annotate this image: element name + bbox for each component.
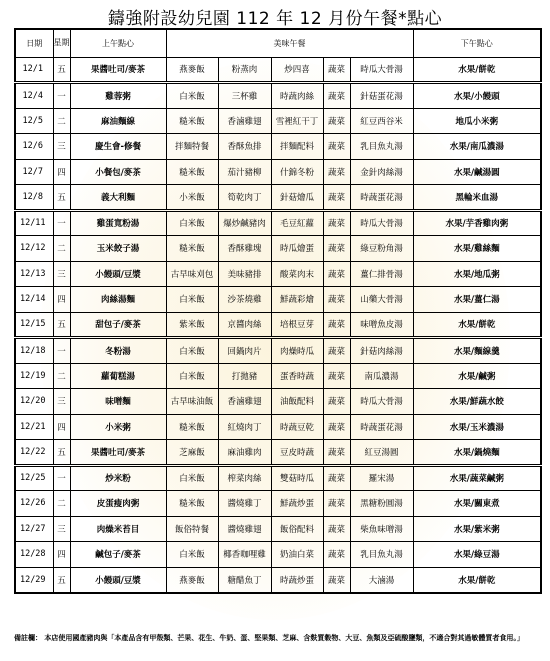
lunch-vegetable-cell: 蔬菜 — [323, 491, 350, 517]
pm-snack-cell: 水果/鍋燒麵 — [413, 440, 541, 466]
header-weekday: 星期 — [53, 29, 70, 57]
date-cell: 12/1 — [15, 57, 53, 83]
menu-row — [15, 236, 541, 262]
menu-row — [15, 287, 541, 313]
lunch-vegetable-cell: 蔬菜 — [323, 567, 350, 593]
lunch-side-dish-cell: 雪裡紅干丁 — [271, 108, 323, 134]
weekday-cell: 五 — [53, 312, 70, 338]
menu-row — [15, 567, 541, 593]
lunch-vegetable-cell: 蔬菜 — [323, 363, 350, 389]
lunch-staple-cell: 白米飯 — [166, 210, 218, 236]
date-cell: 12/26 — [15, 491, 53, 517]
date-cell: 12/27 — [15, 516, 53, 542]
weekday-cell: 一 — [53, 210, 70, 236]
lunch-vegetable-cell: 蔬菜 — [323, 210, 350, 236]
lunch-soup-cell: 山藥大骨湯 — [350, 287, 413, 313]
menu-row — [15, 57, 541, 83]
lunch-soup-cell: 南瓜濃湯 — [350, 363, 413, 389]
lunch-soup-cell: 時瓜大骨湯 — [350, 57, 413, 83]
menu-row — [15, 363, 541, 389]
lunch-side-dish-cell: 飯俗配料 — [271, 516, 323, 542]
lunch-staple-cell: 糙米飯 — [166, 159, 218, 185]
date-cell: 12/5 — [15, 108, 53, 134]
date-cell: 12/4 — [15, 83, 53, 109]
lunch-main-dish-cell: 回鍋肉片 — [218, 338, 271, 364]
date-cell: 12/21 — [15, 414, 53, 440]
lunch-staple-cell: 白米飯 — [166, 363, 218, 389]
weekday-cell: 三 — [53, 261, 70, 287]
lunch-soup-cell: 大滷湯 — [350, 567, 413, 593]
lunch-side-dish-cell: 鮮蔬炒蛋 — [271, 491, 323, 517]
weekday-cell: 五 — [53, 57, 70, 83]
menu-row — [15, 83, 541, 109]
menu-row — [15, 108, 541, 134]
lunch-side-dish-cell: 豆皮時蔬 — [271, 440, 323, 466]
pm-snack-cell: 水果/雞絲麵 — [413, 236, 541, 262]
pm-snack-cell: 水果/餅乾 — [413, 57, 541, 83]
menu-row — [15, 134, 541, 160]
menu-row — [15, 465, 541, 491]
am-snack-cell: 義大利麵 — [70, 185, 166, 211]
lunch-staple-cell: 燕麥飯 — [166, 567, 218, 593]
lunch-staple-cell: 白米飯 — [166, 465, 218, 491]
lunch-side-dish-cell: 時瓜燴蛋 — [271, 236, 323, 262]
lunch-staple-cell: 糙米飯 — [166, 236, 218, 262]
lunch-staple-cell: 飯俗特餐 — [166, 516, 218, 542]
am-snack-cell: 炒米粉 — [70, 465, 166, 491]
date-cell: 12/25 — [15, 465, 53, 491]
lunch-vegetable-cell: 蔬菜 — [323, 389, 350, 415]
lunch-side-dish-cell: 時蔬肉絲 — [271, 83, 323, 109]
lunch-staple-cell: 糙米飯 — [166, 491, 218, 517]
weekday-cell: 一 — [53, 338, 70, 364]
am-snack-cell: 小饅頭/豆漿 — [70, 261, 166, 287]
lunch-vegetable-cell: 蔬菜 — [323, 287, 350, 313]
date-cell: 12/11 — [15, 210, 53, 236]
weekday-cell: 五 — [53, 440, 70, 466]
date-cell: 12/18 — [15, 338, 53, 364]
lunch-main-dish-cell: 香酥魚排 — [218, 134, 271, 160]
lunch-side-dish-cell: 雙菇時瓜 — [271, 465, 323, 491]
am-snack-cell: 皮蛋瘦肉粥 — [70, 491, 166, 517]
lunch-main-dish-cell: 糖醋魚丁 — [218, 567, 271, 593]
lunch-soup-cell: 紅豆湯圓 — [350, 440, 413, 466]
lunch-staple-cell: 糙米飯 — [166, 414, 218, 440]
lunch-staple-cell: 紫米飯 — [166, 312, 218, 338]
footnote: 備註欄： 本店使用國產豬肉與「本產品含有甲殼類、芒果、花生、牛奶、蛋、堅果類、芝麻、含麩質穀物、大豆、魚類及亞硫酸鹽類，不適合對其過敏體質者食用。」 — [14, 634, 524, 642]
lunch-side-dish-cell: 毛豆紅蘿 — [271, 210, 323, 236]
lunch-vegetable-cell: 蔬菜 — [323, 312, 350, 338]
pm-snack-cell: 地瓜小米粥 — [413, 108, 541, 134]
menu-row — [15, 516, 541, 542]
weekday-cell: 四 — [53, 414, 70, 440]
weekday-cell: 二 — [53, 363, 70, 389]
weekday-cell: 三 — [53, 516, 70, 542]
date-cell: 12/20 — [15, 389, 53, 415]
lunch-side-dish-cell: 酸菜肉末 — [271, 261, 323, 287]
am-snack-cell: 甜包子/麥茶 — [70, 312, 166, 338]
am-snack-cell: 麻油麵線 — [70, 108, 166, 134]
lunch-side-dish-cell: 蛋香時蔬 — [271, 363, 323, 389]
lunch-main-dish-cell: 麻油雞肉 — [218, 440, 271, 466]
lunch-main-dish-cell: 椰香咖哩雞 — [218, 542, 271, 568]
lunch-main-dish-cell: 京醬肉絲 — [218, 312, 271, 338]
lunch-staple-cell: 拌麵特餐 — [166, 134, 218, 160]
menu-row — [15, 159, 541, 185]
date-cell: 12/12 — [15, 236, 53, 262]
lunch-side-dish-cell: 時蔬豆乾 — [271, 414, 323, 440]
pm-snack-cell: 水果/鮮蔬水餃 — [413, 389, 541, 415]
weekday-cell: 二 — [53, 108, 70, 134]
am-snack-cell: 雞蛋寬粉湯 — [70, 210, 166, 236]
weekday-cell: 三 — [53, 134, 70, 160]
date-cell: 12/13 — [15, 261, 53, 287]
weekday-cell: 五 — [53, 185, 70, 211]
pm-snack-cell: 水果/鹹湯圓 — [413, 159, 541, 185]
lunch-vegetable-cell: 蔬菜 — [323, 261, 350, 287]
lunch-vegetable-cell: 蔬菜 — [323, 440, 350, 466]
lunch-soup-cell: 時瓜大骨湯 — [350, 210, 413, 236]
lunch-staple-cell: 燕麥飯 — [166, 57, 218, 83]
lunch-staple-cell: 糙米飯 — [166, 108, 218, 134]
lunch-main-dish-cell: 打拋豬 — [218, 363, 271, 389]
weekday-cell: 五 — [53, 567, 70, 593]
lunch-side-dish-cell: 拌麵配料 — [271, 134, 323, 160]
lunch-staple-cell: 白米飯 — [166, 542, 218, 568]
pm-snack-cell: 水果/芋香雞肉粥 — [413, 210, 541, 236]
lunch-side-dish-cell: 培根豆芽 — [271, 312, 323, 338]
lunch-soup-cell: 薑仁排骨湯 — [350, 261, 413, 287]
lunch-soup-cell: 柴魚味噌湯 — [350, 516, 413, 542]
lunch-main-dish-cell: 筍乾肉丁 — [218, 185, 271, 211]
lunch-vegetable-cell: 蔬菜 — [323, 57, 350, 83]
date-cell: 12/15 — [15, 312, 53, 338]
lunch-soup-cell: 針菇蛋花湯 — [350, 83, 413, 109]
pm-snack-cell: 水果/蔬菜鹹粥 — [413, 465, 541, 491]
lunch-vegetable-cell: 蔬菜 — [323, 185, 350, 211]
lunch-soup-cell: 針菇肉絲湯 — [350, 338, 413, 364]
menu-row — [15, 312, 541, 338]
header-row — [15, 29, 541, 57]
lunch-vegetable-cell: 蔬菜 — [323, 414, 350, 440]
lunch-side-dish-cell: 肉燥時瓜 — [271, 338, 323, 364]
weekday-cell: 四 — [53, 287, 70, 313]
pm-snack-cell: 水果/地瓜粥 — [413, 261, 541, 287]
am-snack-cell: 雞蓉粥 — [70, 83, 166, 109]
pm-snack-cell: 水果/麵線羹 — [413, 338, 541, 364]
lunch-soup-cell: 乳目魚丸湯 — [350, 134, 413, 160]
pm-snack-cell: 水果/南瓜濃湯 — [413, 134, 541, 160]
lunch-soup-cell: 乳目魚丸湯 — [350, 542, 413, 568]
pm-snack-cell: 黑輪米血湯 — [413, 185, 541, 211]
lunch-staple-cell: 小米飯 — [166, 185, 218, 211]
menu-table — [14, 28, 542, 594]
weekday-cell: 四 — [53, 159, 70, 185]
lunch-soup-cell: 金針肉絲湯 — [350, 159, 413, 185]
pm-snack-cell: 水果/小饅頭 — [413, 83, 541, 109]
pm-snack-cell: 水果/紫米粥 — [413, 516, 541, 542]
weekday-cell: 一 — [53, 465, 70, 491]
menu-row — [15, 338, 541, 364]
page-title: 鑄強附設幼兒園 112 年 12 月份午餐*點心 — [107, 9, 443, 29]
date-cell: 12/28 — [15, 542, 53, 568]
date-cell: 12/19 — [15, 363, 53, 389]
lunch-side-dish-cell: 油飯配料 — [271, 389, 323, 415]
lunch-vegetable-cell: 蔬菜 — [323, 108, 350, 134]
lunch-staple-cell: 芝麻飯 — [166, 440, 218, 466]
lunch-main-dish-cell: 三杯雞 — [218, 83, 271, 109]
lunch-staple-cell: 白米飯 — [166, 338, 218, 364]
lunch-vegetable-cell: 蔬菜 — [323, 516, 350, 542]
weekday-cell: 一 — [53, 83, 70, 109]
lunch-soup-cell: 時蔬蛋花湯 — [350, 414, 413, 440]
date-cell: 12/8 — [15, 185, 53, 211]
weekday-cell: 四 — [53, 542, 70, 568]
lunch-side-dish-cell: 時蔬炒蛋 — [271, 567, 323, 593]
menu-body — [15, 57, 541, 593]
am-snack-cell: 小米粥 — [70, 414, 166, 440]
pm-snack-cell: 水果/綠豆湯 — [413, 542, 541, 568]
lunch-main-dish-cell: 香滷雞翅 — [218, 108, 271, 134]
lunch-side-dish-cell: 鮮蔬彩燴 — [271, 287, 323, 313]
lunch-main-dish-cell: 粉蒸肉 — [218, 57, 271, 83]
lunch-staple-cell: 白米飯 — [166, 287, 218, 313]
lunch-vegetable-cell: 蔬菜 — [323, 83, 350, 109]
lunch-main-dish-cell: 香酥雞塊 — [218, 236, 271, 262]
am-snack-cell: 鹹包子/麥茶 — [70, 542, 166, 568]
date-cell: 12/7 — [15, 159, 53, 185]
lunch-main-dish-cell: 香滷雞翅 — [218, 389, 271, 415]
lunch-side-dish-cell: 針菇燴瓜 — [271, 185, 323, 211]
menu-row — [15, 542, 541, 568]
menu-row — [15, 389, 541, 415]
am-snack-cell: 果醬吐司/麥茶 — [70, 440, 166, 466]
lunch-vegetable-cell: 蔬菜 — [323, 134, 350, 160]
menu-row — [15, 185, 541, 211]
lunch-vegetable-cell: 蔬菜 — [323, 236, 350, 262]
pm-snack-cell: 水果/薑仁湯 — [413, 287, 541, 313]
am-snack-cell: 慶生會-修餐 — [70, 134, 166, 160]
am-snack-cell: 味噌麵 — [70, 389, 166, 415]
weekday-cell: 二 — [53, 491, 70, 517]
date-cell: 12/14 — [15, 287, 53, 313]
am-snack-cell: 小餐包/麥茶 — [70, 159, 166, 185]
lunch-vegetable-cell: 蔬菜 — [323, 542, 350, 568]
pm-snack-cell: 水果/鹹粥 — [413, 363, 541, 389]
am-snack-cell: 果醬吐司/麥茶 — [70, 57, 166, 83]
am-snack-cell: 肉燥米苔目 — [70, 516, 166, 542]
lunch-staple-cell: 古早味刈包 — [166, 261, 218, 287]
lunch-vegetable-cell: 蔬菜 — [323, 465, 350, 491]
lunch-soup-cell: 紅豆西谷米 — [350, 108, 413, 134]
lunch-soup-cell: 味噌魚皮湯 — [350, 312, 413, 338]
lunch-staple-cell: 白米飯 — [166, 83, 218, 109]
lunch-main-dish-cell: 茄汁豬柳 — [218, 159, 271, 185]
menu-row — [15, 210, 541, 236]
lunch-side-dish-cell: 炒四喜 — [271, 57, 323, 83]
am-snack-cell: 小饅頭/豆漿 — [70, 567, 166, 593]
header-am-snack: 上午點心 — [70, 29, 166, 57]
lunch-side-dish-cell: 奶油白菜 — [271, 542, 323, 568]
menu-row — [15, 414, 541, 440]
lunch-soup-cell: 綠豆粉角湯 — [350, 236, 413, 262]
weekday-cell: 三 — [53, 389, 70, 415]
pm-snack-cell: 水果/關東煮 — [413, 491, 541, 517]
lunch-soup-cell: 時蔬蛋花湯 — [350, 185, 413, 211]
lunch-main-dish-cell: 榨菜肉絲 — [218, 465, 271, 491]
lunch-vegetable-cell: 蔬菜 — [323, 159, 350, 185]
weekday-cell: 二 — [53, 236, 70, 262]
am-snack-cell: 玉米餃子湯 — [70, 236, 166, 262]
menu-row — [15, 261, 541, 287]
pm-snack-cell: 水果/餅乾 — [413, 567, 541, 593]
date-cell: 12/6 — [15, 134, 53, 160]
lunch-soup-cell: 黑糖粉圓湯 — [350, 491, 413, 517]
lunch-main-dish-cell: 爆炒鹹豬肉 — [218, 210, 271, 236]
am-snack-cell: 肉絲湯麵 — [70, 287, 166, 313]
date-cell: 12/29 — [15, 567, 53, 593]
lunch-soup-cell: 羅宋湯 — [350, 465, 413, 491]
lunch-main-dish-cell: 醬燒雞翅 — [218, 516, 271, 542]
lunch-main-dish-cell: 美味豬排 — [218, 261, 271, 287]
header-lunch: 美味午餐 — [166, 29, 413, 57]
lunch-vegetable-cell: 蔬菜 — [323, 338, 350, 364]
date-cell: 12/22 — [15, 440, 53, 466]
lunch-soup-cell: 時瓜大骨湯 — [350, 389, 413, 415]
lunch-side-dish-cell: 什錦冬粉 — [271, 159, 323, 185]
pm-snack-cell: 水果/玉米濃湯 — [413, 414, 541, 440]
header-pm-snack: 下午點心 — [413, 29, 541, 57]
lunch-main-dish-cell: 沙茶燒雞 — [218, 287, 271, 313]
pm-snack-cell: 水果/餅乾 — [413, 312, 541, 338]
lunch-staple-cell: 古早味油飯 — [166, 389, 218, 415]
header-date: 日期 — [15, 29, 53, 57]
am-snack-cell: 冬粉湯 — [70, 338, 166, 364]
lunch-main-dish-cell: 紅燒肉丁 — [218, 414, 271, 440]
lunch-main-dish-cell: 醬燒雞丁 — [218, 491, 271, 517]
menu-row — [15, 440, 541, 466]
am-snack-cell: 蘿蔔糕湯 — [70, 363, 166, 389]
menu-row — [15, 491, 541, 517]
